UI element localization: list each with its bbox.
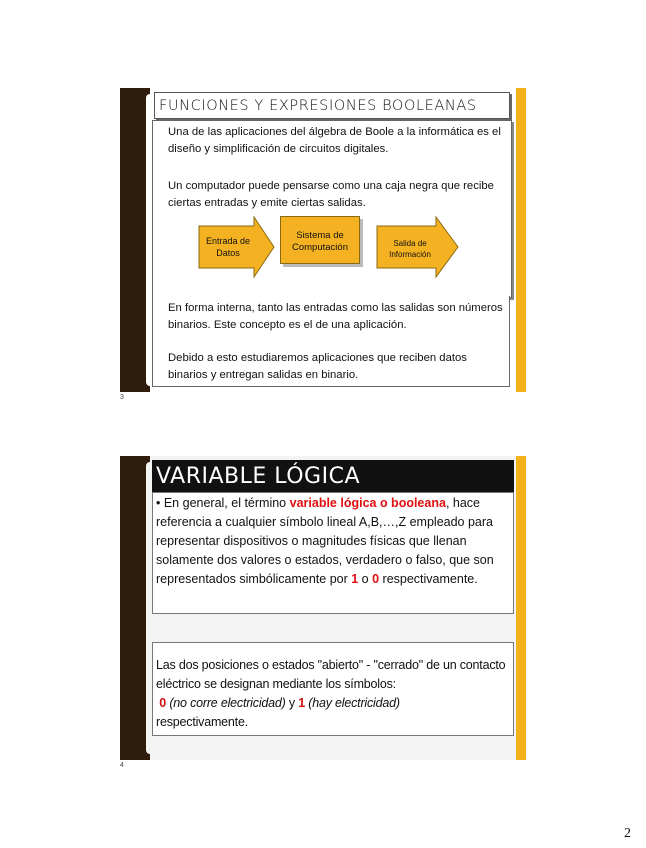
paragraph-3: En forma interna, tanto las entradas como las salidas son números binarios. Este concepto es el de una aplicación.: [168, 302, 503, 331]
bullet-body: , hace referencia a cualquier símbolo lineal A,B,…,Z empleado para representar dispositivos o magnitudes físicas que llenan solamente dos valores o estados, verdadero o falso, que son representados simbólicamente por: [156, 496, 494, 586]
bullet-end: respectivamente.: [379, 572, 478, 586]
and-word: y: [285, 696, 299, 710]
paragraph-4: Debido a esto estudiaremos aplicaciones que reciben datos binarios y entregan salidas en binario.: [168, 352, 467, 381]
bullet-intro: • En general, el término: [156, 496, 290, 510]
slide-number: 4: [120, 762, 124, 769]
slide-left-bar: [120, 88, 150, 392]
system-label: Sistema de Computación: [292, 230, 348, 253]
slide-left-bar: [120, 456, 150, 760]
paragraph-1: Una de las aplicaciones del álgebra de Boole a la informática es el diseño y simplificación de circuitos digitales.: [168, 126, 501, 155]
one-symbol: 1: [298, 696, 305, 710]
zero-desc: (no corre electricidad): [169, 696, 286, 710]
page-number: 2: [624, 826, 631, 841]
conjunction: o: [358, 572, 373, 586]
slide-number: 3: [120, 394, 124, 401]
slide-right-accent: [516, 88, 526, 392]
value-one: 1: [351, 572, 359, 586]
slide-variable-logica: [120, 456, 526, 760]
definition-text: [156, 494, 510, 589]
slide-funciones: [120, 88, 526, 392]
paragraph-2: Un computador puede pensarse como una caja negra que recibe ciertas entradas y emite ciertas salidas.: [168, 180, 494, 209]
contact-text: [156, 656, 510, 732]
slide-title: FUNCIONES Y EXPRESIONES BOOLEANAS: [154, 92, 510, 119]
output-label: Salida de Información: [389, 239, 431, 259]
slide-title: VARIABLE LÓGICA: [152, 460, 514, 494]
contact-line: Las dos posiciones o estados "abierto" - "cerrado" de un contacto eléctrico se designan mediante los símbolos:: [156, 658, 506, 691]
zero-symbol: 0: [159, 696, 167, 710]
term-highlight: variable lógica o booleana: [289, 496, 446, 510]
value-zero: 0: [372, 572, 380, 586]
contact-end: respectivamente.: [156, 715, 248, 729]
input-label: Entrada de Datos: [205, 236, 251, 258]
one-desc: (hay electricidad): [308, 696, 400, 710]
slide-right-accent: [516, 456, 526, 760]
